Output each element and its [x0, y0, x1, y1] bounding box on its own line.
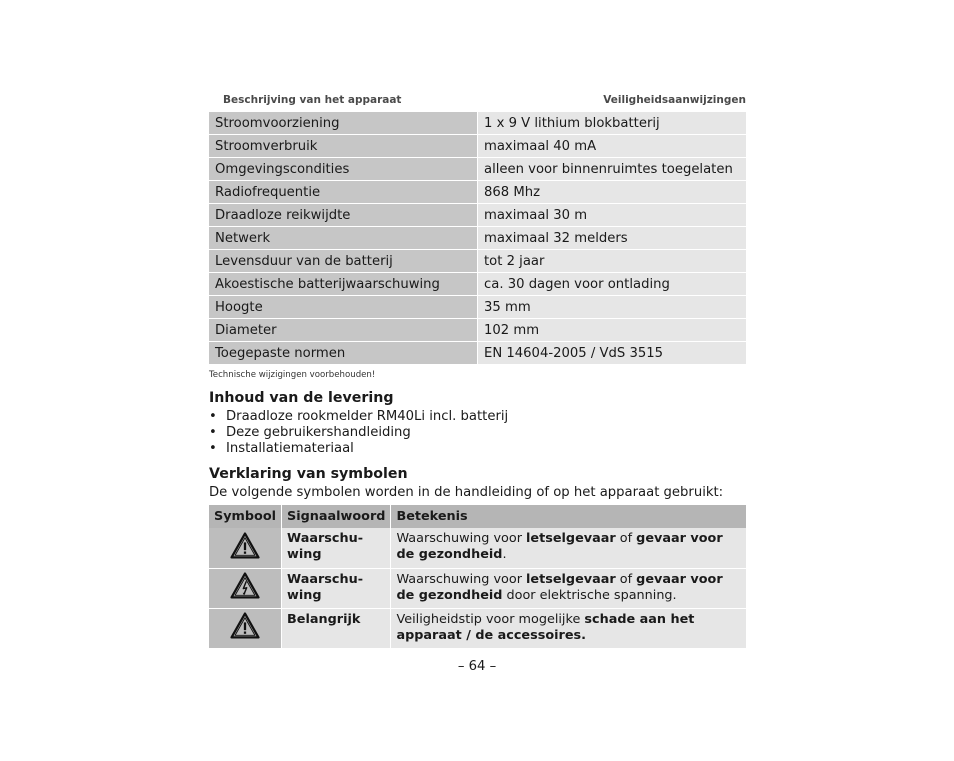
table-row: [209, 608, 746, 648]
signal-word: [282, 608, 391, 648]
col-header-symbool: Symbool: [209, 505, 282, 528]
meaning-text: [391, 608, 746, 648]
spec-row: [209, 273, 746, 296]
spec-row: [209, 181, 746, 204]
table-row: [209, 568, 746, 608]
page-number: – 64 –: [457, 659, 497, 674]
signal-word-line: Waarschu-: [287, 571, 364, 587]
spec-row: [209, 204, 746, 227]
col-header-betekenis: Betekenis: [391, 505, 746, 528]
spec-row: [209, 227, 746, 250]
specifications-table: [209, 112, 746, 365]
spec-row: [209, 296, 746, 319]
spec-value: tot 2 jaar: [478, 250, 747, 273]
spec-value: 868 Mhz: [478, 181, 747, 204]
bullet-icon: •: [209, 425, 217, 440]
running-header-left: Beschrijving van het apparaat: [223, 94, 402, 106]
list-item-text: Installatiemateriaal: [226, 441, 354, 456]
bullet-icon: •: [209, 409, 217, 424]
meaning-text: [391, 528, 746, 568]
meaning-segment: Veiligheidstip voor mogelijke: [396, 611, 585, 627]
meaning-emphasis: schade aan het apparaat / de accessoires.: [396, 611, 695, 643]
spec-label: Draadloze reikwijdte: [209, 204, 478, 227]
spec-label: Hoogte: [209, 296, 478, 319]
spec-label: Stroomvoorziening: [209, 112, 478, 135]
meaning-text: [391, 568, 746, 608]
spec-label: Levensduur van de batterij: [209, 250, 478, 273]
list-item-text: Deze gebruikershandleiding: [226, 425, 411, 440]
spec-label: Stroomverbruik: [209, 135, 478, 158]
disclaimer-note: Technische wijzigingen voorbehouden!: [209, 370, 376, 380]
running-header-right: Veiligheidsaanwijzingen: [603, 94, 746, 106]
spec-row: [209, 342, 746, 365]
warning-exclamation-icon: [229, 629, 261, 644]
list-item: [209, 441, 508, 457]
spec-label: Akoestische batterijwaarschuwing: [209, 273, 478, 296]
spec-value: alleen voor binnenruimtes toegelaten: [478, 158, 747, 181]
meaning-segment: door elektrische spanning.: [502, 587, 677, 603]
list-item-text: Draadloze rookmelder RM40Li incl. batterij: [226, 409, 509, 424]
spec-label: Toegepaste normen: [209, 342, 478, 365]
signal-word: [282, 568, 391, 608]
spec-label: Netwerk: [209, 227, 478, 250]
meaning-emphasis: letselgevaar: [526, 571, 616, 587]
signal-word-line: Waarschu-: [287, 531, 364, 546]
table-row: [209, 528, 746, 568]
warning-electric-icon: [229, 589, 261, 604]
meaning-emphasis: gevaar voor de gezondheid: [396, 571, 723, 603]
spec-value: ca. 30 dagen voor ontlading: [478, 273, 747, 296]
meaning-emphasis: letselgevaar: [526, 531, 616, 546]
symbol-cell: [209, 568, 282, 608]
meaning-segment: of: [615, 531, 637, 546]
meaning-segment: .: [502, 547, 507, 562]
spec-label: Diameter: [209, 319, 478, 342]
spec-row: [209, 319, 746, 342]
symbol-cell: [209, 608, 282, 648]
spec-value: 102 mm: [478, 319, 747, 342]
signal-word: [282, 528, 391, 568]
symbols-heading: Verklaring van symbolen: [209, 466, 408, 482]
spec-row: [209, 135, 746, 158]
spec-label: Omgevingscondities: [209, 158, 478, 181]
warning-exclamation-icon: [229, 549, 261, 564]
list-item: [209, 409, 508, 425]
signal-word-line: Belangrijk: [287, 611, 361, 627]
spec-row: [209, 112, 746, 135]
symbols-table: [209, 505, 746, 649]
spec-value: maximaal 30 m: [478, 204, 747, 227]
spec-value: 1 x 9 V lithium blokbatterij: [478, 112, 747, 135]
signal-word-line: wing: [287, 547, 322, 562]
meaning-emphasis: gevaar voor de gezondheid: [396, 531, 723, 562]
col-header-signaalwoord: Signaalwoord: [282, 505, 391, 528]
meaning-segment: of: [615, 571, 637, 587]
list-item: [209, 425, 508, 441]
spec-row: [209, 158, 746, 181]
spec-value: 35 mm: [478, 296, 747, 319]
meaning-segment: Waarschuwing voor: [396, 531, 527, 546]
spec-row: [209, 250, 746, 273]
signal-word-line: wing: [287, 587, 322, 603]
symbol-cell: [209, 528, 282, 568]
meaning-segment: Waarschuwing voor: [396, 571, 527, 587]
delivery-contents-heading: Inhoud van de levering: [209, 390, 394, 406]
bullet-icon: •: [209, 441, 217, 456]
spec-label: Radiofrequentie: [209, 181, 478, 204]
delivery-contents-list: [209, 409, 508, 457]
spec-value: EN 14604-2005 / VdS 3515: [478, 342, 747, 365]
spec-value: maximaal 32 melders: [478, 227, 747, 250]
symbols-intro: De volgende symbolen worden in de handleiding of op het apparaat gebruikt:: [209, 485, 724, 500]
spec-value: maximaal 40 mA: [478, 135, 747, 158]
